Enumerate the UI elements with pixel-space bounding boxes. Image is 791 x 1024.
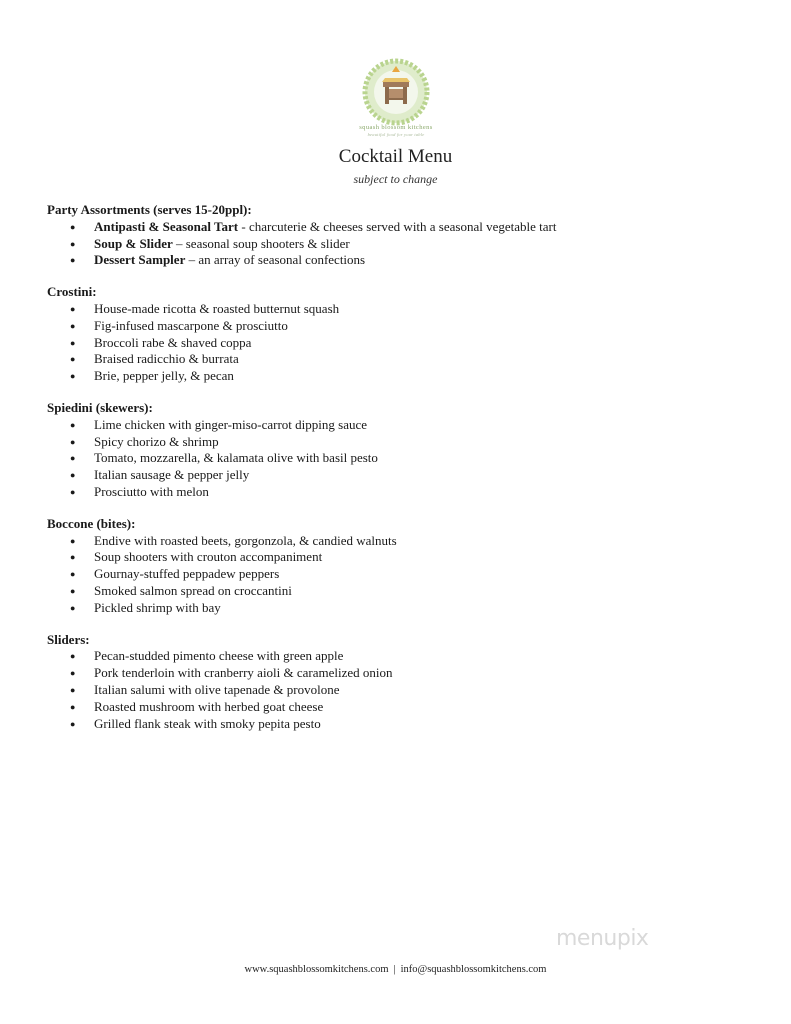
list-item xyxy=(47,236,767,253)
item-description: - charcuterie & cheeses served with a seasonal vegetable tart xyxy=(238,218,557,234)
brand-name xyxy=(300,124,492,138)
list-item xyxy=(47,600,767,617)
watermark: menupix xyxy=(556,926,649,951)
bullet-icon: ● xyxy=(70,337,76,348)
bullet-icon: ● xyxy=(70,238,76,249)
list-item xyxy=(47,351,767,368)
bullet-icon: ● xyxy=(70,221,76,232)
bullet-icon: ● xyxy=(70,585,76,596)
list-item xyxy=(47,484,767,501)
item-description: – an array of seasonal confections xyxy=(185,252,366,268)
bullet-icon: ● xyxy=(70,303,76,314)
bullet-icon: ● xyxy=(70,668,76,679)
list-item xyxy=(47,549,767,566)
item-description: Spicy chorizo & shrimp xyxy=(94,433,219,449)
bullet-icon: ● xyxy=(70,419,76,430)
email-link[interactable]: info@squashblossomkitchens.com xyxy=(400,964,547,975)
item-description: – seasonal soup shooters & slider xyxy=(172,235,350,251)
item-description: House-made ricotta & roasted butternut squash xyxy=(94,300,340,316)
bullet-icon: ● xyxy=(70,354,76,365)
page-subtitle: subject to change xyxy=(353,172,438,186)
page-title: Cocktail Menu xyxy=(338,146,453,167)
item-description: Broccoli rabe & shaved coppa xyxy=(94,334,252,350)
list-item xyxy=(47,467,767,484)
bullet-icon: ● xyxy=(70,320,76,331)
bullet-icon: ● xyxy=(70,453,76,464)
item-name: Antipasti & Seasonal Tart xyxy=(94,218,239,234)
menu-section xyxy=(47,284,767,385)
list-item xyxy=(47,368,767,385)
item-description: Pork tenderloin with cranberry aioli & caramelized onion xyxy=(94,665,393,681)
item-list xyxy=(47,219,767,269)
footer xyxy=(0,964,791,975)
brand-tagline: beautiful food for your table xyxy=(367,132,425,137)
list-item xyxy=(47,682,767,699)
item-description: Prosciutto with melon xyxy=(94,483,209,499)
bullet-icon: ● xyxy=(70,569,76,580)
bullet-icon: ● xyxy=(70,718,76,729)
item-description: Gournay-stuffed peppadew peppers xyxy=(94,566,280,582)
section-title: Spiedini (skewers): xyxy=(47,399,153,415)
list-item xyxy=(47,583,767,600)
list-item xyxy=(47,318,767,335)
menu-sections xyxy=(47,202,767,747)
list-item xyxy=(47,533,767,550)
bullet-icon: ● xyxy=(70,255,76,266)
list-item xyxy=(47,716,767,733)
item-description: Endive with roasted beets, gorgonzola, & candied walnuts xyxy=(94,532,397,548)
item-description: Pickled shrimp with bay xyxy=(94,599,221,615)
menu-section xyxy=(47,516,767,617)
list-item xyxy=(47,417,767,434)
bullet-icon: ● xyxy=(70,371,76,382)
item-description: Roasted mushroom with herbed goat cheese xyxy=(94,698,324,714)
list-item xyxy=(47,450,767,467)
bullet-icon: ● xyxy=(70,535,76,546)
bullet-icon: ● xyxy=(70,436,76,447)
item-name: Dessert Sampler xyxy=(94,252,186,268)
section-title: Sliders: xyxy=(47,631,90,647)
menu-section xyxy=(47,400,767,501)
bullet-icon: ● xyxy=(70,684,76,695)
item-list xyxy=(47,648,767,732)
menu-section xyxy=(47,202,767,269)
section-title: Party Assortments (serves 15-20ppl): xyxy=(47,202,252,217)
bullet-icon: ● xyxy=(70,470,76,481)
item-list xyxy=(47,417,767,501)
list-item xyxy=(47,301,767,318)
item-description: Pecan-studded pimento cheese with green apple xyxy=(94,648,344,664)
bullet-icon: ● xyxy=(70,701,76,712)
footer-separator: | xyxy=(393,964,396,975)
list-item xyxy=(47,665,767,682)
website-link[interactable]: www.squashblossomkitchens.com xyxy=(244,964,389,975)
item-description: Italian salumi with olive tapenade & provolone xyxy=(94,681,340,697)
section-title: Crostini: xyxy=(47,284,97,300)
section-title: Boccone (bites): xyxy=(47,515,136,531)
list-item xyxy=(47,648,767,665)
item-description: Smoked salmon spread on croccantini xyxy=(94,582,292,598)
menu-section xyxy=(47,632,767,733)
list-item xyxy=(47,219,767,236)
item-description: Fig-infused mascarpone & prosciutto xyxy=(94,317,288,333)
bullet-icon: ● xyxy=(70,552,76,563)
item-list xyxy=(47,301,767,385)
bullet-icon: ● xyxy=(70,651,76,662)
item-name: Soup & Slider xyxy=(94,235,173,251)
item-description: Grilled flank steak with smoky pepita pesto xyxy=(94,715,321,731)
item-description: Brie, pepper jelly, & pecan xyxy=(94,368,234,384)
list-item xyxy=(47,566,767,583)
bullet-icon: ● xyxy=(70,602,76,613)
item-description: Tomato, mozzarella, & kalamata olive with basil pesto xyxy=(94,450,378,466)
item-description: Soup shooters with crouton accompaniment xyxy=(94,549,323,565)
list-item xyxy=(47,434,767,451)
list-item xyxy=(47,335,767,352)
item-description: Italian sausage & pepper jelly xyxy=(94,467,250,483)
item-description: Lime chicken with ginger-miso-carrot dipping sauce xyxy=(94,416,368,432)
item-description: Braised radicchio & burrata xyxy=(94,351,239,367)
brand-text: squash blossom kitchens xyxy=(359,124,433,131)
list-item xyxy=(47,699,767,716)
bullet-icon: ● xyxy=(70,486,76,497)
item-list xyxy=(47,533,767,617)
list-item xyxy=(47,252,767,269)
